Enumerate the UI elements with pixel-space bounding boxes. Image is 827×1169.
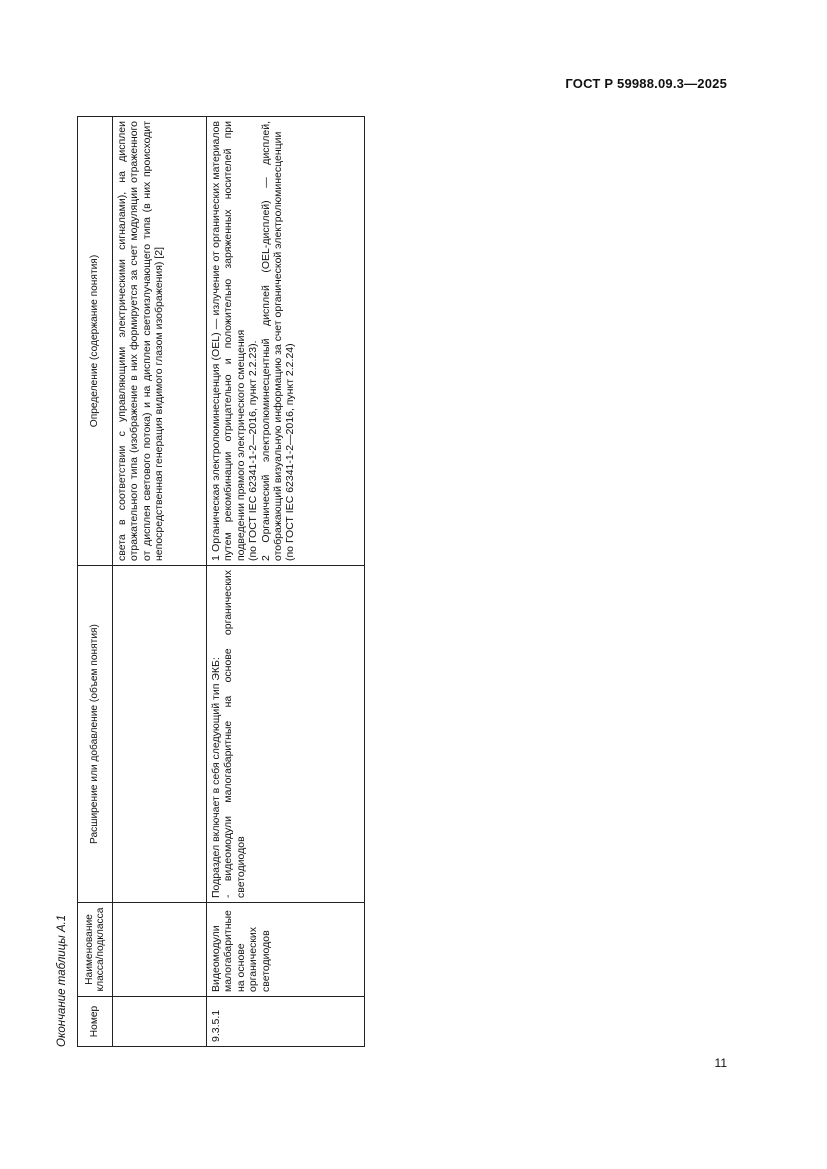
- table-row: [207, 117, 365, 1047]
- extension-item: - видеомодули малогабаритные на основе органических светодиодов: [222, 570, 247, 898]
- cell-definition: [113, 117, 207, 566]
- cell-number: 9.3.5.1: [207, 997, 365, 1047]
- definition-oel-display: 2 Органический электролюминесцентный дисплей (OEL-дисплей) — дисплей, отображающий визуальную информацию за счет органической электролюминесценции: [259, 121, 285, 561]
- definition-oel-reference: (по ГОСТ IEC 62341-1-2—2016, пункт 2.2.23).: [247, 340, 260, 561]
- document-designation: ГОСТ Р 59988.09.3—2025: [565, 76, 727, 91]
- table-caption: Окончание таблицы А.1: [56, 914, 68, 1047]
- rotated-table-block: [55, 117, 365, 1047]
- col-header-name: Наименование класса/подкласса: [78, 903, 113, 997]
- extension-intro: Подраздел включает в себя следующий тип ЭКБ:: [210, 657, 222, 898]
- definition-oel: 1 Органическая электролюминесценция (OEL) — излучение от органических материалов путем рекомбинации отрицательно и положительно заряженных носителей при подведении прямого электрического смещения: [210, 121, 247, 561]
- col-header-extension: Расширение или добавление (объем понятия): [78, 566, 113, 903]
- cell-name: Видеомодули малогабаритные на основе органических светодиодов: [207, 903, 365, 997]
- cell-extension: [207, 566, 365, 903]
- page-number: 11: [714, 1056, 727, 1070]
- cell-extension: [113, 566, 207, 903]
- cell-number: [113, 997, 207, 1047]
- definitions-table: [77, 116, 365, 1047]
- definition-oel-display-reference: (по ГОСТ IEC 62341-1-2—2016, пункт 2.2.24): [284, 343, 297, 561]
- cell-name: [113, 903, 207, 997]
- col-header-definition: Определение (содержание понятия): [78, 117, 113, 566]
- table-header-row: [78, 117, 113, 1047]
- cell-definition: [207, 117, 365, 566]
- definition-text: света в соответствии с управляющими электрическими сигналами), на дисплеи отражательного типа (изображение в них формируется за счет модуляции отраженного от дисплея светового потока) и на дисплеи светоизлучающего типа (в них происходит непосредственная генерация видимого глазом изображения) [2]: [116, 121, 166, 561]
- table-row: [113, 117, 207, 1047]
- col-header-number: Номер: [78, 997, 113, 1047]
